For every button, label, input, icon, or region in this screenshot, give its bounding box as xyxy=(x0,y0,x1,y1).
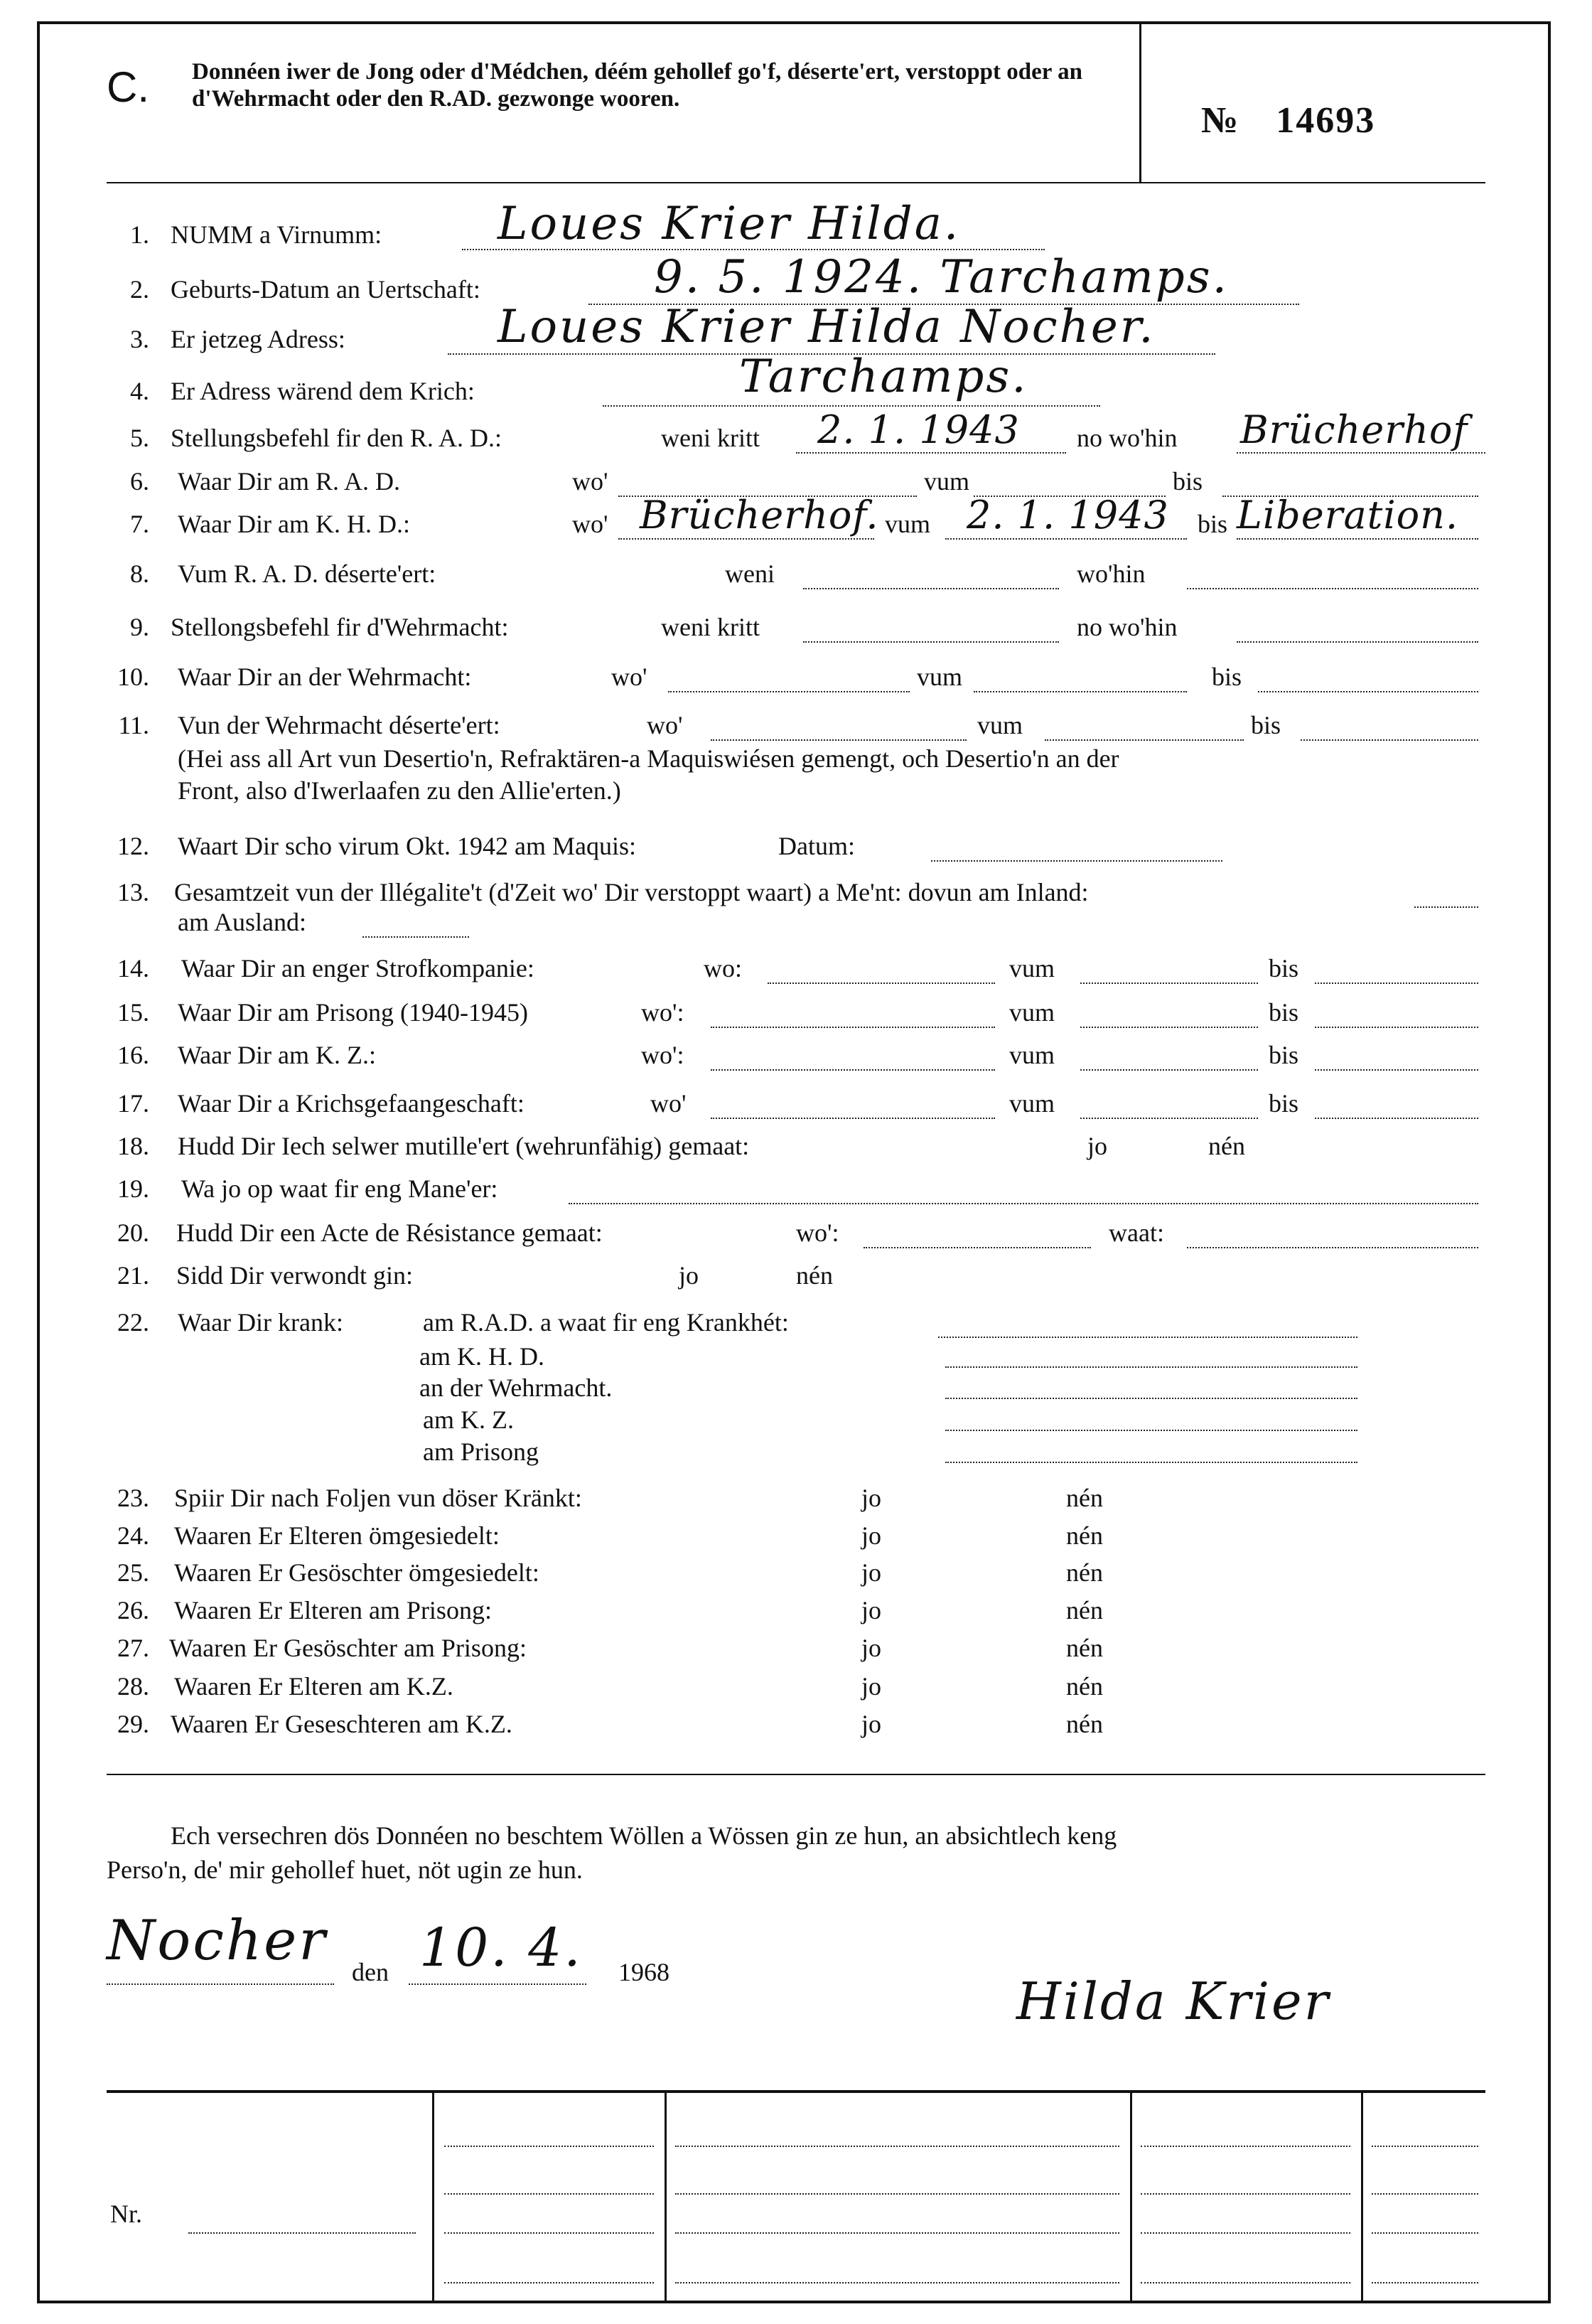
jo-option: jo xyxy=(861,1484,882,1512)
dotted-fill-line xyxy=(1372,2282,1478,2283)
dotted-fill-line xyxy=(1258,691,1478,692)
where-label: no wo'hin xyxy=(1077,424,1178,452)
wo-label: wo': xyxy=(641,998,684,1027)
dotted-fill-line xyxy=(444,2193,654,2195)
dotted-fill-line xyxy=(768,982,995,984)
item-label: Waaren Er Elteren am K.Z. xyxy=(174,1672,453,1701)
item-label: Gesamtzeit vun der Illégalite't (d'Zeit wo' Dir verstoppt waart) a Me'nt: dovun am Inland: xyxy=(174,878,1089,906)
wo-label: wo': xyxy=(796,1219,839,1247)
dotted-fill-line xyxy=(675,2193,1119,2195)
den-label: den xyxy=(352,1958,389,1986)
item-label: NUMM a Virnumm: xyxy=(171,220,382,249)
dotted-fill-line xyxy=(711,1069,995,1071)
dotted-fill-line xyxy=(1315,982,1478,984)
vum-label: vum xyxy=(917,663,963,691)
dotted-fill-line xyxy=(803,588,1059,589)
item-number: 10. xyxy=(117,663,149,691)
nen-option: nén xyxy=(1066,1558,1103,1587)
item-number: 18. xyxy=(117,1132,149,1160)
wo-label: wo' xyxy=(611,663,647,691)
birth-value: 9. 5. 1924. Tarchamps. xyxy=(654,251,1229,304)
when-label: weni kritt xyxy=(661,613,760,641)
bis-label: bis xyxy=(1173,467,1203,496)
item-label: Spiir Dir nach Foljen vun döser Kränkt: xyxy=(174,1484,582,1512)
jo-option: jo xyxy=(679,1261,699,1290)
nen-option: nén xyxy=(1066,1484,1103,1512)
footer-divider xyxy=(432,2093,434,2303)
section-letter: C. xyxy=(107,63,149,111)
item-number: 12. xyxy=(117,832,149,860)
dotted-fill-line xyxy=(668,691,910,692)
dotted-fill-line xyxy=(1372,2193,1478,2195)
dotted-fill-line xyxy=(1141,2232,1350,2234)
year-label: 1968 xyxy=(618,1958,669,1986)
dotted-fill-line xyxy=(1080,1027,1258,1028)
item-label: Vum R. A. D. déserte'ert: xyxy=(178,559,436,588)
item-label: Geburts-Datum an Uertschaft: xyxy=(171,275,480,304)
item-number: 28. xyxy=(117,1672,149,1701)
item-number: 7. xyxy=(130,510,149,538)
jo-option: jo xyxy=(861,1710,882,1738)
dotted-fill-line xyxy=(1141,2146,1350,2147)
illness-rad: am R.A.D. a waat fir eng Krankhét: xyxy=(423,1308,789,1337)
footer-rule xyxy=(107,2090,1485,2093)
dotted-fill-line xyxy=(1080,1118,1258,1119)
rad-place: Brücherhof xyxy=(1240,407,1468,452)
item-number: 8. xyxy=(130,559,149,588)
vum-label: vum xyxy=(1009,998,1055,1027)
item-number: 5. xyxy=(130,424,149,452)
declaration-line1: Ech versechren dös Donnéen no beschtem Wöllen a Wössen gin ze hun, an absichtlech keng xyxy=(171,1821,1117,1850)
item-label: Er Adress wärend dem Krich: xyxy=(171,377,475,405)
dotted-fill-line xyxy=(945,1430,1357,1431)
item-number: 14. xyxy=(117,954,149,982)
nen-option: nén xyxy=(1066,1672,1103,1701)
vum-label: vum xyxy=(924,467,970,496)
dotted-fill-line xyxy=(1315,1118,1478,1119)
address-value: Loues Krier Hilda Nocher. xyxy=(498,301,1156,353)
dotted-fill-line xyxy=(675,2146,1119,2147)
dotted-fill-line xyxy=(409,1983,586,1985)
where-label: no wo'hin xyxy=(1077,613,1178,641)
dotted-fill-line xyxy=(945,1366,1357,1368)
rad-order-date: 2. 1. 1943 xyxy=(817,407,1020,452)
jo-option: jo xyxy=(861,1634,882,1662)
item-label: Waar Dir am K. Z.: xyxy=(178,1041,376,1069)
bis-label: bis xyxy=(1269,998,1299,1027)
dotted-fill-line xyxy=(711,1027,995,1028)
wo-label: wo' xyxy=(572,467,608,496)
item-number: 22. xyxy=(117,1308,149,1337)
dotted-fill-line xyxy=(188,2232,416,2234)
dotted-fill-line xyxy=(1372,2232,1478,2234)
where-label: wo'hin xyxy=(1077,559,1146,588)
wo-label: wo: xyxy=(704,954,742,982)
section-divider xyxy=(107,1774,1485,1775)
item-number: 21. xyxy=(117,1261,149,1290)
item-number: 11. xyxy=(118,711,149,739)
item-label: Waar Dir am R. A. D. xyxy=(178,467,401,496)
bis-label: bis xyxy=(1198,510,1228,538)
item-number: 24. xyxy=(117,1521,149,1550)
datum-label: Datum: xyxy=(778,832,855,860)
dotted-fill-line xyxy=(1141,2282,1350,2283)
jo-option: jo xyxy=(861,1596,882,1624)
vum-label: vum xyxy=(885,510,931,538)
vum-label: vum xyxy=(977,711,1023,739)
item-number: 3. xyxy=(130,325,149,353)
illness-wehrmacht: an der Wehrmacht. xyxy=(419,1373,613,1402)
number-sign: № xyxy=(1201,100,1240,141)
vum-label: vum xyxy=(1009,1041,1055,1069)
illness-prisong: am Prisong xyxy=(423,1437,539,1466)
dotted-fill-line xyxy=(1187,1247,1478,1248)
item-label: Waaren Er Elteren ömgesiedelt: xyxy=(174,1521,500,1550)
item-label: Waaren Er Geseschteren am K.Z. xyxy=(171,1710,512,1738)
item-number: 20. xyxy=(117,1219,149,1247)
item-label: Waar Dir an enger Strofkompanie: xyxy=(181,954,534,982)
dotted-fill-line xyxy=(444,2232,654,2234)
illness-khd: am K. H. D. xyxy=(419,1342,544,1371)
bis-label: bis xyxy=(1212,663,1242,691)
item-label: Stellongsbefehl fir d'Wehrmacht: xyxy=(171,613,509,641)
wo-label: wo' xyxy=(647,711,683,739)
dotted-fill-line xyxy=(1045,739,1244,741)
footer-divider xyxy=(665,2093,667,2303)
item-number: 13. xyxy=(117,878,149,906)
item-number: 4. xyxy=(130,377,149,405)
bis-label: bis xyxy=(1269,1041,1299,1069)
nen-option: nén xyxy=(1066,1521,1103,1550)
item-label: Waaren Er Gesöschter am Prisong: xyxy=(169,1634,527,1662)
illness-kz: am K. Z. xyxy=(423,1405,514,1434)
item-label: Waar Dir am K. H. D.: xyxy=(178,510,411,538)
dotted-fill-line xyxy=(1315,1069,1478,1071)
item-label: Waaren Er Gesöschter ömgesiedelt: xyxy=(174,1558,539,1587)
dotted-fill-line xyxy=(1080,1069,1258,1071)
item-number: 2. xyxy=(130,275,149,304)
item-number: 27. xyxy=(117,1634,149,1662)
dotted-fill-line xyxy=(938,1337,1357,1338)
dotted-fill-line xyxy=(569,1203,1478,1204)
dotted-fill-line xyxy=(444,2146,654,2147)
item-number: 6. xyxy=(130,467,149,496)
dotted-fill-line xyxy=(1080,982,1258,984)
item-label: Stellungsbefehl fir den R. A. D.: xyxy=(171,424,502,452)
jo-option: jo xyxy=(861,1558,882,1587)
dotted-fill-line xyxy=(945,1462,1357,1463)
khd-from: 2. 1. 1943 xyxy=(967,493,1169,537)
dotted-fill-line xyxy=(107,1983,334,1985)
jo-option: jo xyxy=(861,1672,882,1701)
header-divider xyxy=(1139,21,1141,183)
nen-option: nén xyxy=(1208,1132,1245,1160)
item-number: 29. xyxy=(117,1710,149,1738)
dotted-fill-line xyxy=(675,2232,1119,2234)
dotted-fill-line xyxy=(1414,906,1478,908)
item-label: Wa jo op waat fir eng Mane'er: xyxy=(181,1174,498,1203)
vum-label: vum xyxy=(1009,1089,1055,1118)
item-number: 16. xyxy=(117,1041,149,1069)
when-label: weni xyxy=(725,559,775,588)
signature-date: 10. 4. xyxy=(419,1917,583,1978)
dotted-fill-line xyxy=(711,1118,995,1119)
signature-name: Hilda Krier xyxy=(1016,1971,1331,2031)
item-label: Hudd Dir Iech selwer mutille'ert (wehrunfähig) gemaat: xyxy=(178,1132,750,1160)
khd-until: Liberation. xyxy=(1237,493,1459,537)
item-label: Hudd Dir een Acte de Résistance gemaat: xyxy=(176,1219,603,1247)
waat-label: waat: xyxy=(1109,1219,1164,1247)
nen-option: nén xyxy=(1066,1710,1103,1738)
item-label: Er jetzeg Adress: xyxy=(171,325,345,353)
nen-option: nén xyxy=(1066,1634,1103,1662)
item-label: Waar Dir am Prisong (1940-1945) xyxy=(178,998,528,1027)
item-label: Waar Dir krank: xyxy=(178,1308,343,1337)
vum-label: vum xyxy=(1009,954,1055,982)
item-label: Waar Dir an der Wehrmacht: xyxy=(178,663,472,691)
item-note: Front, also d'Iwerlaafen zu den Allie'erten.) xyxy=(178,776,621,805)
wo-label: wo' xyxy=(650,1089,687,1118)
nen-option: nén xyxy=(796,1261,833,1290)
dotted-fill-line xyxy=(803,641,1059,643)
item-number: 19. xyxy=(117,1174,149,1203)
dotted-fill-line xyxy=(675,2282,1119,2283)
item-number: 23. xyxy=(117,1484,149,1512)
item-note: (Hei ass all Art vun Desertio'n, Refraktären-a Maquiswiésen gemengt, och Desertio'n an der xyxy=(178,744,1119,773)
section-title: Donnéen iwer de Jong oder d'Médchen, déém gehollef go'f, déserte'ert, verstoppt oder an d'Wehrmacht oder den R.AD. gezwonge wooren. xyxy=(192,59,1082,112)
item-label-line2: am Ausland: xyxy=(178,908,306,936)
wo-label: wo' xyxy=(572,510,608,538)
dotted-fill-line xyxy=(1141,2193,1350,2195)
name-value: Loues Krier Hilda. xyxy=(498,198,961,250)
dotted-fill-line xyxy=(362,936,469,938)
declaration-line2: Perso'n, de' mir gehollef huet, nöt ugin ze hun. xyxy=(107,1856,583,1884)
form-number xyxy=(1201,100,1375,141)
item-label: Waart Dir scho virum Okt. 1942 am Maquis: xyxy=(178,832,636,860)
number-value: 14693 xyxy=(1276,100,1376,141)
nen-option: nén xyxy=(1066,1596,1103,1624)
when-label: weni kritt xyxy=(661,424,760,452)
dotted-fill-line xyxy=(1301,739,1478,741)
footer-divider xyxy=(1361,2093,1363,2303)
jo-option: jo xyxy=(1087,1132,1108,1160)
bis-label: bis xyxy=(1269,954,1299,982)
bis-label: bis xyxy=(1251,711,1281,739)
dotted-fill-line xyxy=(931,860,1222,862)
dotted-fill-line xyxy=(1237,641,1478,643)
bis-label: bis xyxy=(1269,1089,1299,1118)
dotted-fill-line xyxy=(444,2282,654,2283)
item-number: 25. xyxy=(117,1558,149,1587)
item-label: Sidd Dir verwondt gin: xyxy=(176,1261,413,1290)
item-label: Waaren Er Elteren am Prisong: xyxy=(174,1596,492,1624)
khd-place: Brücherhof. xyxy=(640,493,879,537)
item-number: 26. xyxy=(117,1596,149,1624)
item-number: 9. xyxy=(130,613,149,641)
footer-divider xyxy=(1130,2093,1132,2303)
dotted-fill-line xyxy=(864,1247,1091,1248)
wo-label: wo': xyxy=(641,1041,684,1069)
dotted-fill-line xyxy=(1372,2146,1478,2147)
item-label: Vun der Wehrmacht déserte'ert: xyxy=(178,711,500,739)
dotted-fill-line xyxy=(1187,588,1478,589)
dotted-fill-line xyxy=(711,739,967,741)
dotted-fill-line xyxy=(974,691,1187,692)
header-rule xyxy=(107,182,1485,183)
signature-place: Nocher xyxy=(107,1909,328,1973)
item-label: Waar Dir a Krichsgefaangeschaft: xyxy=(178,1089,525,1118)
war-address-value: Tarchamps. xyxy=(739,350,1028,403)
item-number: 17. xyxy=(117,1089,149,1118)
footer-nr-label: Nr. xyxy=(110,2200,142,2228)
jo-option: jo xyxy=(861,1521,882,1550)
item-number: 15. xyxy=(117,998,149,1027)
item-number: 1. xyxy=(130,220,149,249)
dotted-fill-line xyxy=(945,1398,1357,1399)
dotted-fill-line xyxy=(1315,1027,1478,1028)
